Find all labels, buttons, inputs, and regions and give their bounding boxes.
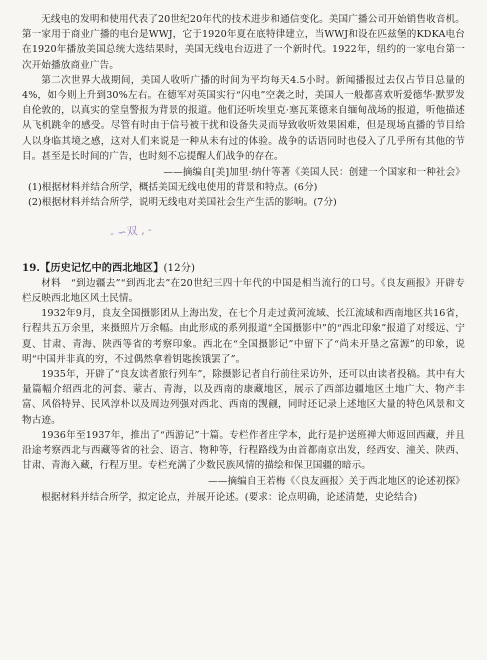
question-18-material <box>22 12 465 211</box>
source-citation: ——摘编自王若梅《〈良友画报〉关于西北地区的论述初探》 <box>208 476 465 488</box>
material-paragraph: 第二次世界大战期间，美国人收听广播的时间为平均每天4.5小时。新闻播报过去仅占节目总量的4%，如今则上升到30%左右。在德军对英国实行“闪电”空袭之时，美国人一般都喜欢听爱德华·默罗发自伦敦的，以真实的堂皇警报为背景的报道。他们还听埃里克·塞瓦莱德来自缅甸战场的报道，听他描述从飞机跳伞的感受。尽管有时由于信号被干扰和设备失灵而导致收听效果困难，但是现场直播的节目给人以身临其境之感，这对人们来说是一种从未有过的体验。战争的话语同时也侵入了几乎所有其他的节目。甚至是长时间的广告，也时刻不忘提醒人们战争的存在。 <box>22 74 465 162</box>
handwriting-mark <box>22 211 465 255</box>
question-prompt: 根据材料并结合所学，拟定论点，并展开论述。(要求：论点明确，论述清楚，史论结合) <box>41 491 418 503</box>
material-paragraph: 1936年至1937年，推出了“西游记”十篇。专栏作者庄学本，此行是护送班禅大师返回西藏，并且沿途考察西北与西藏等省的社会、语言、物种等，行程路线为由首都南京出发，经西安、潼关、陕西、甘肃、青海入藏，行程万里。专栏充满了少数民族风情的描绘和保卫国疆的暗示。 <box>22 429 465 472</box>
question-number: 19. <box>22 261 41 274</box>
material-paragraph: 1932年9月，良友全国摄影团从上海出发，在七个月走过黄河流域、长江流域和西南地区共16省，行程共五万余里，来摄照片万余幅。由此形成的系列报道“全国摄影中”的“西北印象”报道了对绥远、宁夏、甘肃、青海、陕西等省的考察印象。西北在“全国摄影记”中留下了“尚未开垦之富源”的印象，说明“中国并非真的穷，不过偶然拿着钥匙挨饿罢了”。 <box>22 308 465 365</box>
sub-question-1: (1)根据材料并结合所学，概括美国无线电使用的背景和特点。(6分) <box>28 182 318 194</box>
material-paragraph: 材料 “到边疆去”“到西北去”在20世纪三四十年代的中国是相当流行的口号。《良友画报》开辟专栏反映西北地区风土民情。 <box>22 277 465 305</box>
question-19 <box>22 261 465 505</box>
question-score: (12分) <box>163 262 196 274</box>
material-paragraph: 1935年，开辟了“良友读者旅行列车”，除摄影记者自行前往采访外，还可以由读者投稿。其中有大量篇幅介绍西北的河套、蒙古、青海，以及西南的康藏地区，展示了西部边疆地区土地广大、物产丰富、风俗特异、民风淳朴以及周边列强对西北、西南的觊觎，同时还记录上述地区大量的特色风景和文物古迹。 <box>22 369 465 426</box>
question-title: 【历史记忆中的西北地区】 <box>40 261 164 274</box>
material-paragraph: 无线电的发明和使用代表了20世纪20年代的技术进步和通信变化。美国广播公司开始销售收音机。第一家用于商业广播的电台是WWJ，它于1920年夏在底特律建立，当WWJ和设在匹兹堡的KDKA电台在1920年播放美国总统大选结果时，美国无线电台迈进了一个新时代。1922年，纽约的一家电台第一次开始播放商业广告。 <box>22 14 465 71</box>
source-citation: ——摘编自[美]加里·纳什等著《美国人民：创建一个国家和一种社会》 <box>163 167 465 179</box>
sub-question-2: (2)根据材料并结合所学，说明无线电对美国社会生产生活的影响。(7分) <box>28 197 337 209</box>
question-heading <box>22 261 465 276</box>
handwriting-text: - ∽双 ‚ - <box>109 222 153 240</box>
